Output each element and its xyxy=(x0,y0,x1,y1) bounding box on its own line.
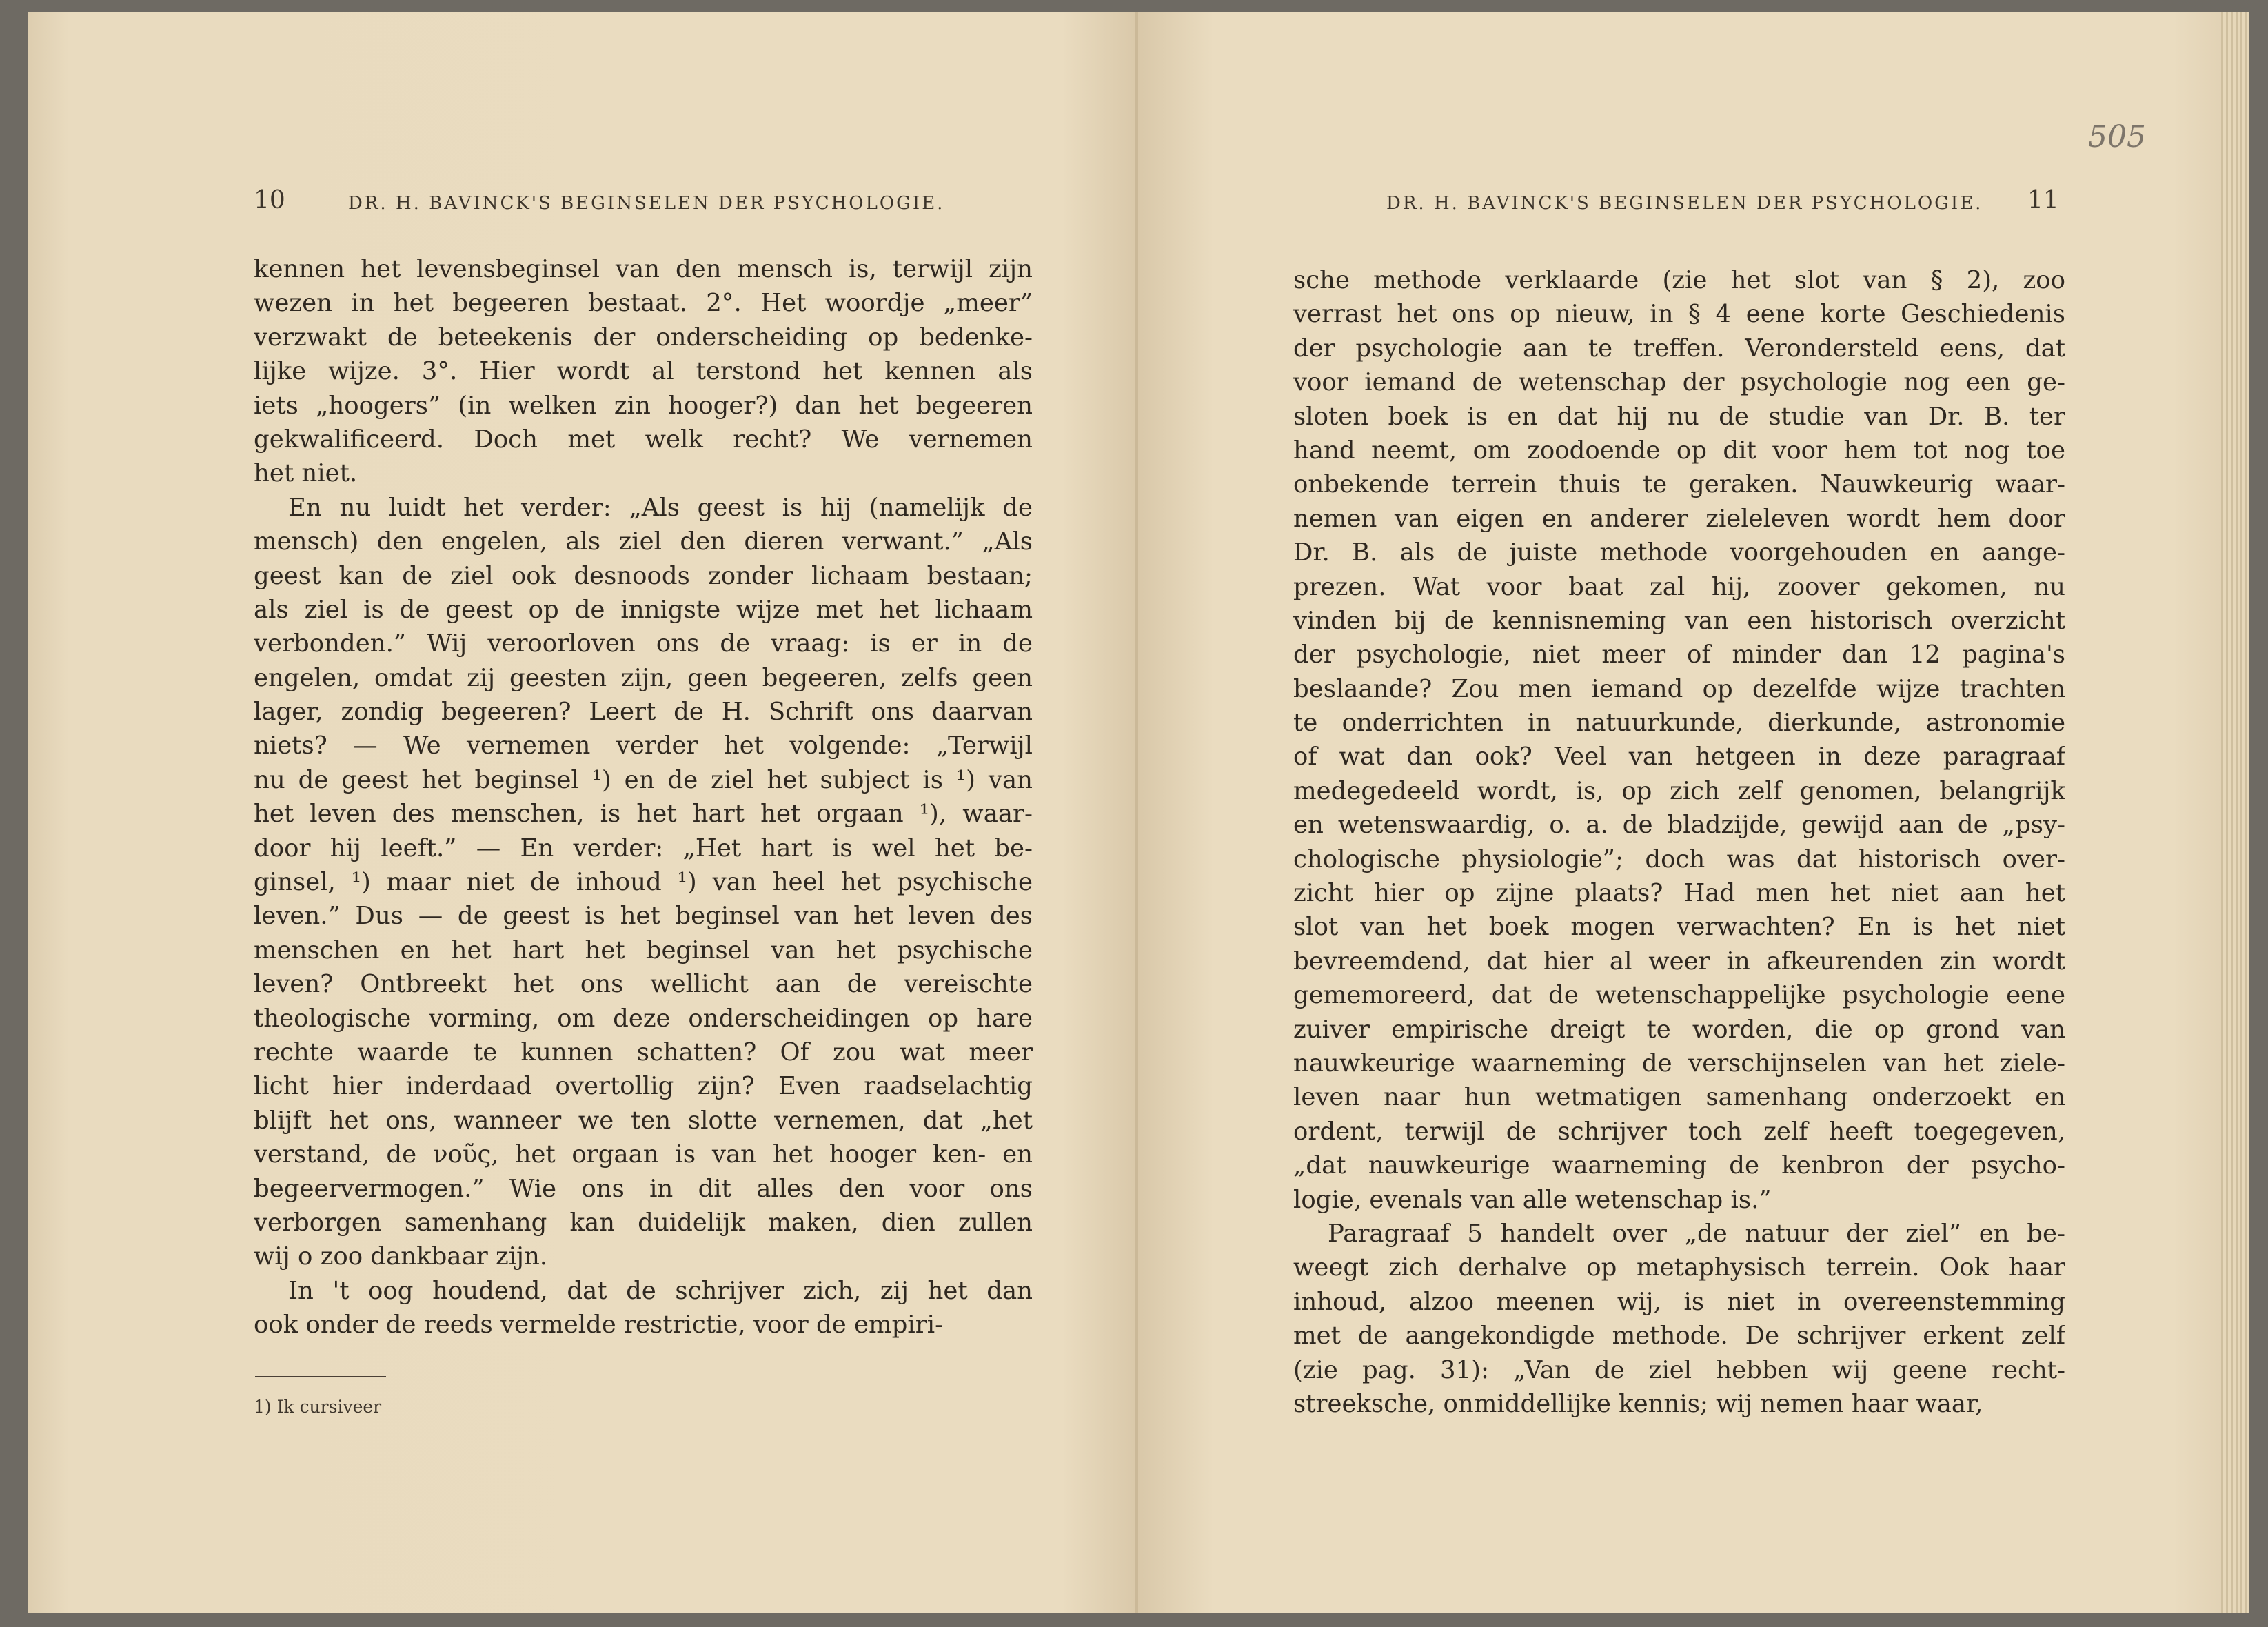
text-line: leven naar hun wetmatigen samenhang onderzoekt en xyxy=(1293,1083,2065,1112)
text-line: begeervermogen.” Wie ons in dit alles den voor ons xyxy=(254,1174,1033,1203)
text-line: streeksche, onmiddellijke kennis; wij nemen haar waar, xyxy=(1293,1389,1983,1418)
text-line: verrast het ons op nieuw, in § 4 eene korte Geschiedenis xyxy=(1293,300,2065,329)
text-line: sloten boek is en dat hij nu de studie van Dr. B. ter xyxy=(1293,402,2065,431)
text-line: verstand, de νοῦς, het orgaan is van het hooger ken- en xyxy=(254,1140,1033,1169)
book-spread xyxy=(28,12,2249,1613)
text-line: verborgen samenhang kan duidelijk maken, dien zullen xyxy=(254,1208,1033,1237)
pencil-annotation: 505 xyxy=(2088,119,2146,154)
left-page-number: 10 xyxy=(254,186,285,214)
text-line: mensch) den engelen, als ziel den dieren verwant.” „Als xyxy=(254,527,1033,556)
text-line: zicht hier op zijne plaats? Had men het niet aan het xyxy=(1293,879,2065,908)
text-line: het leven des menschen, is het hart het orgaan ¹), waar- xyxy=(254,800,1033,829)
text-line: hand neemt, om zoodoende op dit voor hem tot nog toe xyxy=(1293,436,2065,465)
text-line: bevreemdend, dat hier al weer in afkeurenden zin wordt xyxy=(1293,947,2065,976)
text-line: engelen, omdat zij geesten zijn, geen begeeren, zelfs geen xyxy=(254,663,1033,692)
right-running-head: DR. H. BAVINCK'S BEGINSELEN DER PSYCHOLOGIE. xyxy=(1386,193,1983,214)
text-line: prezen. Wat voor baat zal hij, zoover gekomen, nu xyxy=(1293,572,2065,601)
text-line: theologische vorming, om deze onderscheidingen op hare xyxy=(254,1004,1033,1033)
text-line: of wat dan ook? Veel van hetgeen in deze paragraaf xyxy=(1293,742,2065,771)
text-line: door hij leeft.” — En verder: „Het hart is wel het be- xyxy=(254,833,1033,862)
text-line: der psychologie, niet meer of minder dan 12 pagina's xyxy=(1293,640,2065,669)
left-running-head: DR. H. BAVINCK'S BEGINSELEN DER PSYCHOLOGIE. xyxy=(348,193,945,214)
text-line: iets „hoogers” (in welken zin hooger?) dan het begeeren xyxy=(254,391,1033,420)
text-line: beslaande? Zou men iemand op dezelfde wijze trachten xyxy=(1293,674,2065,703)
text-line: en wetenswaardig, o. a. de bladzijde, gewijd aan de „psy- xyxy=(1293,811,2065,840)
text-line: gememoreerd, dat de wetenschappelijke psychologie eene xyxy=(1293,981,2065,1010)
text-line: ordent, terwijl de schrijver toch zelf heeft toegegeven, xyxy=(1293,1117,2065,1146)
text-line: nauwkeurige waarneming de verschijnselen van het ziele- xyxy=(1293,1049,2065,1078)
text-line: als ziel is de geest op de innigste wijze met het lichaam xyxy=(254,595,1033,624)
right-page xyxy=(1138,12,2249,1613)
text-line: zuiver empirische dreigt te worden, die op grond van xyxy=(1293,1015,2065,1044)
text-line: Paragraaf 5 handelt over „de natuur der ziel” en be- xyxy=(1328,1219,2065,1248)
text-line: En nu luidt het verder: „Als geest is hij (namelijk de xyxy=(288,493,1033,522)
text-line: niets? — We vernemen verder het volgende: „Terwijl xyxy=(254,731,1033,760)
text-line: der psychologie aan te treffen. Verondersteld eens, dat xyxy=(1293,334,2065,363)
text-line: wij o zoo dankbaar zijn. xyxy=(254,1242,548,1271)
text-line: chologische physiologie”; doch was dat historisch over- xyxy=(1293,845,2065,873)
text-line: (zie pag. 31): „Van de ziel hebben wij geene recht- xyxy=(1293,1355,2065,1384)
footnote-rule xyxy=(255,1376,386,1377)
text-line: leven.” Dus — de geest is het beginsel van het leven des xyxy=(254,902,1033,931)
text-line: licht hier inderdaad overtollig zijn? Even raadselachtig xyxy=(254,1072,1033,1101)
text-line: verzwakt de beteekenis der onderscheiding op bedenke- xyxy=(254,323,1033,352)
text-line: blijft het ons, wanneer we ten slotte vernemen, dat „het xyxy=(254,1106,1033,1135)
text-line: inhoud, alzoo meenen wij, is niet in overeenstemming xyxy=(1293,1287,2065,1316)
text-line: nu de geest het beginsel ¹) en de ziel het subject is ¹) van xyxy=(254,765,1033,794)
left-page xyxy=(28,12,1138,1613)
text-line: logie, evenals van alle wetenschap is.” xyxy=(1293,1185,1772,1214)
text-line: menschen en het hart het beginsel van het psychische xyxy=(254,936,1033,964)
text-line: ginsel, ¹) maar niet de inhoud ¹) van heel het psychische xyxy=(254,868,1033,897)
text-line: In 't oog houdend, dat de schrijver zich, zij het dan xyxy=(288,1276,1033,1305)
text-line: wezen in het begeeren bestaat. 2°. Het woordje „meer” xyxy=(254,289,1033,318)
text-line: het niet. xyxy=(254,459,358,488)
text-line: Dr. B. als de juiste methode voorgehouden en aange- xyxy=(1293,538,2065,567)
text-line: lager, zondig begeeren? Leert de H. Schrift ons daarvan xyxy=(254,698,1033,727)
text-line: rechte waarde te kunnen schatten? Of zou wat meer xyxy=(254,1038,1033,1067)
text-line: voor iemand de wetenschap der psychologie nog een ge- xyxy=(1293,368,2065,397)
text-line: leven? Ontbreekt het ons wellicht aan de vereischte xyxy=(254,970,1033,999)
text-line: vinden bij de kennisneming van een historisch overzicht xyxy=(1293,606,2065,635)
left-page-body xyxy=(254,252,1033,1342)
right-page-body xyxy=(1293,263,2065,1421)
text-line: onbekende terrein thuis te geraken. Nauwkeurig waar- xyxy=(1293,470,2065,499)
text-line: met de aangekondigde methode. De schrijver erkent zelf xyxy=(1293,1322,2065,1351)
footnote: 1) Ik cursiveer xyxy=(254,1397,382,1417)
text-line: weegt zich derhalve op metaphysisch terrein. Ook haar xyxy=(1293,1253,2065,1282)
page-edges xyxy=(2221,12,2249,1613)
text-line: slot van het boek mogen verwachten? En is het niet xyxy=(1293,913,2065,942)
text-line: ook onder de reeds vermelde restrictie, voor de empiri- xyxy=(254,1311,944,1340)
text-line: gekwalificeerd. Doch met welk recht? We vernemen xyxy=(254,425,1033,454)
text-line: kennen het levensbeginsel van den mensch is, terwijl zijn xyxy=(254,255,1033,283)
text-line: medegedeeld wordt, is, op zich zelf genomen, belangrijk xyxy=(1293,776,2065,805)
text-line: verbonden.” Wij veroorloven ons de vraag: is er in de xyxy=(254,629,1033,658)
text-line: te onderrichten in natuurkunde, dierkunde, astronomie xyxy=(1293,709,2065,738)
text-line: „dat nauwkeurige waarneming de kenbron der psycho- xyxy=(1293,1151,2065,1180)
text-line: nemen van eigen en anderer zieleleven wordt hem door xyxy=(1293,504,2065,533)
right-page-number: 11 xyxy=(2027,186,2059,214)
text-line: geest kan de ziel ook desnoods zonder lichaam bestaan; xyxy=(254,561,1033,590)
text-line: lijke wijze. 3°. Hier wordt al terstond het kennen als xyxy=(254,357,1033,386)
text-line: sche methode verklaarde (zie het slot van § 2), zoo xyxy=(1293,266,2065,294)
